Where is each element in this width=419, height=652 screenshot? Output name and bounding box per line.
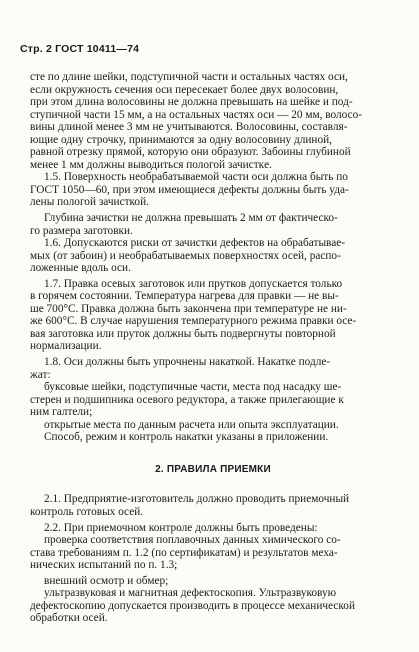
text-line: менее 1 мм должны выводиться пологой зачисткe. — [30, 158, 272, 171]
clause-1-8 — [30, 356, 396, 381]
text-line: же 600°С. В случае нарушения температурного режима правки осе- — [30, 315, 357, 328]
text-line: лены пологой зачисткой. — [30, 196, 149, 209]
clause-2-2 — [30, 522, 396, 535]
text-line: 2.1. Предприятие-изготовитель должно проводить приемочный — [44, 493, 350, 506]
clause-2-2-item-3 — [30, 587, 396, 625]
text-line: если окружность сечения оси пересекает более двух волосовин, — [30, 83, 339, 96]
text-line: 1.5. Поверхность необрабатываемой части оси должна быть по — [44, 171, 348, 184]
text-line: буксовые шейки, подступичные части, места под насадку ше- — [44, 381, 342, 394]
text-line: Способ, режим и контроль накатки указаны в приложении. — [44, 431, 329, 444]
text-line: 2.2. При приемочном контроле должны быть проведены: — [44, 521, 318, 534]
text-line: равной отрезку прямой, которую они образуют. Забоины глубиной — [30, 146, 351, 159]
text-line: вая заготовка или пруток должны быть подвергнуты повторной — [30, 327, 336, 340]
section-title: 2. ПРАВИЛА ПРИЕМКИ — [155, 463, 271, 475]
text-line: мых (от забоин) и необрабатываемых поверхностях осей, распо- — [30, 249, 341, 262]
text-line: го размера заготовки. — [30, 224, 133, 237]
text-line: стерен и подшипника осевого редуктора, а также прилегающие к — [30, 393, 344, 406]
document-body — [30, 71, 396, 625]
paragraph-wrapped — [30, 71, 396, 171]
text-line: нормализации. — [30, 340, 102, 353]
clause-2-2-item-1 — [30, 534, 396, 572]
clause-1-5 — [30, 171, 396, 209]
text-line: при этом длина волосовины не должна превышать на шейке и под- — [30, 96, 353, 109]
text-line: внешний осмотр и обмер; — [44, 574, 169, 587]
text-line: ступичной части 15 мм, а на остальных частях оси — 20 мм, волосо- — [30, 108, 363, 121]
text-line: ложенные вдоль оси. — [30, 262, 131, 275]
clause-1-5-depth — [30, 212, 396, 237]
clause-1-7 — [30, 278, 396, 353]
clause-1-8-item-1 — [30, 381, 396, 419]
text-line: нических испытаний по п. 1.3; — [30, 559, 178, 572]
clause-1-6 — [30, 237, 396, 275]
text-line: обработки осей. — [30, 612, 108, 625]
text-line: проверка соответствия поплавочных данных химического со- — [44, 534, 341, 547]
clause-1-8-item-2 — [30, 419, 396, 432]
text-line: 1.7. Правка осевых заготовок или прутков допускается только — [44, 277, 343, 290]
text-line: 1.8. Оси должны быть упрочнены накаткой. Накатке подле- — [44, 356, 331, 369]
text-line: ультразвуковая и магнитная дефектоскопия. Ультразвуковую — [44, 587, 337, 600]
clause-2-2-item-2 — [30, 575, 396, 588]
clause-2-1 — [30, 493, 396, 518]
text-line: в горячем состоянии. Температура нагрева для правки — не вы- — [30, 290, 339, 303]
text-line: ним галтели; — [30, 406, 93, 419]
text-line: става требованиям п. 1.2 (по сертификатам) и результатов меха- — [30, 546, 338, 559]
text-line: сте по длине шейки, подступичной части и остальных частях оси, — [30, 71, 348, 83]
text-line: ГОСТ 1050—60, при этом имеющиеся дефекты должны быть уда- — [30, 183, 349, 196]
text-line: вины длиной менее 3 мм не учитываются. Волосовины, составля- — [30, 121, 348, 134]
text-line: ющие одну строчку, принимаются за одну волосовину длиной, — [30, 133, 332, 146]
text-line: дефектоскопию допускается производить в процессе механической — [30, 599, 355, 612]
text-line: ше 700°С. Правка должна быть закончена при температуре не ни- — [30, 302, 347, 315]
text-line: контроль готовых осей. — [30, 505, 144, 518]
text-line: 1.6. Допускаются риски от зачистки дефектов на обрабатывае- — [44, 237, 346, 250]
text-line: открытые места по данным расчета или опыта эксплуатации. — [44, 418, 339, 431]
text-line: жат: — [30, 368, 51, 381]
page-header: Стр. 2 ГОСТ 10411—74 — [20, 43, 140, 55]
clause-1-8-note — [30, 431, 396, 444]
text-line: Глубина зачистки не должна превышать 2 мм от фактическо- — [44, 212, 338, 225]
